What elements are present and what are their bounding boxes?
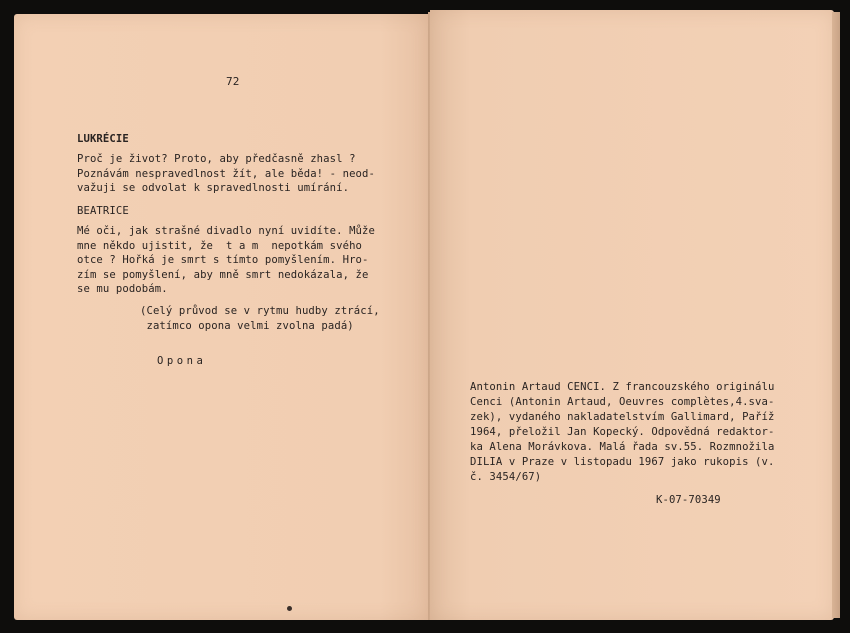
curtain-line: Opona	[157, 355, 207, 367]
colophon-text: Antonin Artaud CENCI. Z francouzského originálu Cenci (Antonin Artaud, Oeuvres complètes,4.sva- zek), vydaného nakladatelstvím Gallimard, Paříž 1964, přeložil Jan Kopecký. Odpovědná redaktor- ka Alena Morávkova. Malá řada sv.55. Rozmnožila DILIA v Praze v listopadu 1967 jako rukopis (v. č. 3454/67)	[470, 381, 775, 483]
speaker-name-beatrice: BEATRICE	[77, 205, 129, 217]
page-number: 72	[226, 75, 240, 88]
speaker-name-lukrecie: LUKRÉCIE	[77, 133, 129, 145]
speech-lukrecie: Proč je život? Proto, aby předčasně zhasl ? Poznávám nespravedlnost žít, ale běda! - neod- važuji se odvolat k spravedlnosti umírání.	[77, 153, 375, 195]
speech-beatrice: Mé oči, jak strašné divadlo nyní uvidíte. Může mne někdo ujistit, že t a m nepotkám svého otce ? Hořká je smrt s tímto pomyšlením. Hro- zím se pomyšlení, aby mně smrt nedokázala, že se mu podobám.	[77, 225, 375, 296]
right-page	[430, 10, 834, 620]
catalog-number: K-07-70349	[656, 494, 721, 506]
ink-speck	[287, 606, 292, 611]
stage-direction: (Celý průvod se v rytmu hudby ztrácí, zatímco opona velmi zvolna padá)	[140, 305, 380, 332]
page-edge	[832, 12, 840, 618]
